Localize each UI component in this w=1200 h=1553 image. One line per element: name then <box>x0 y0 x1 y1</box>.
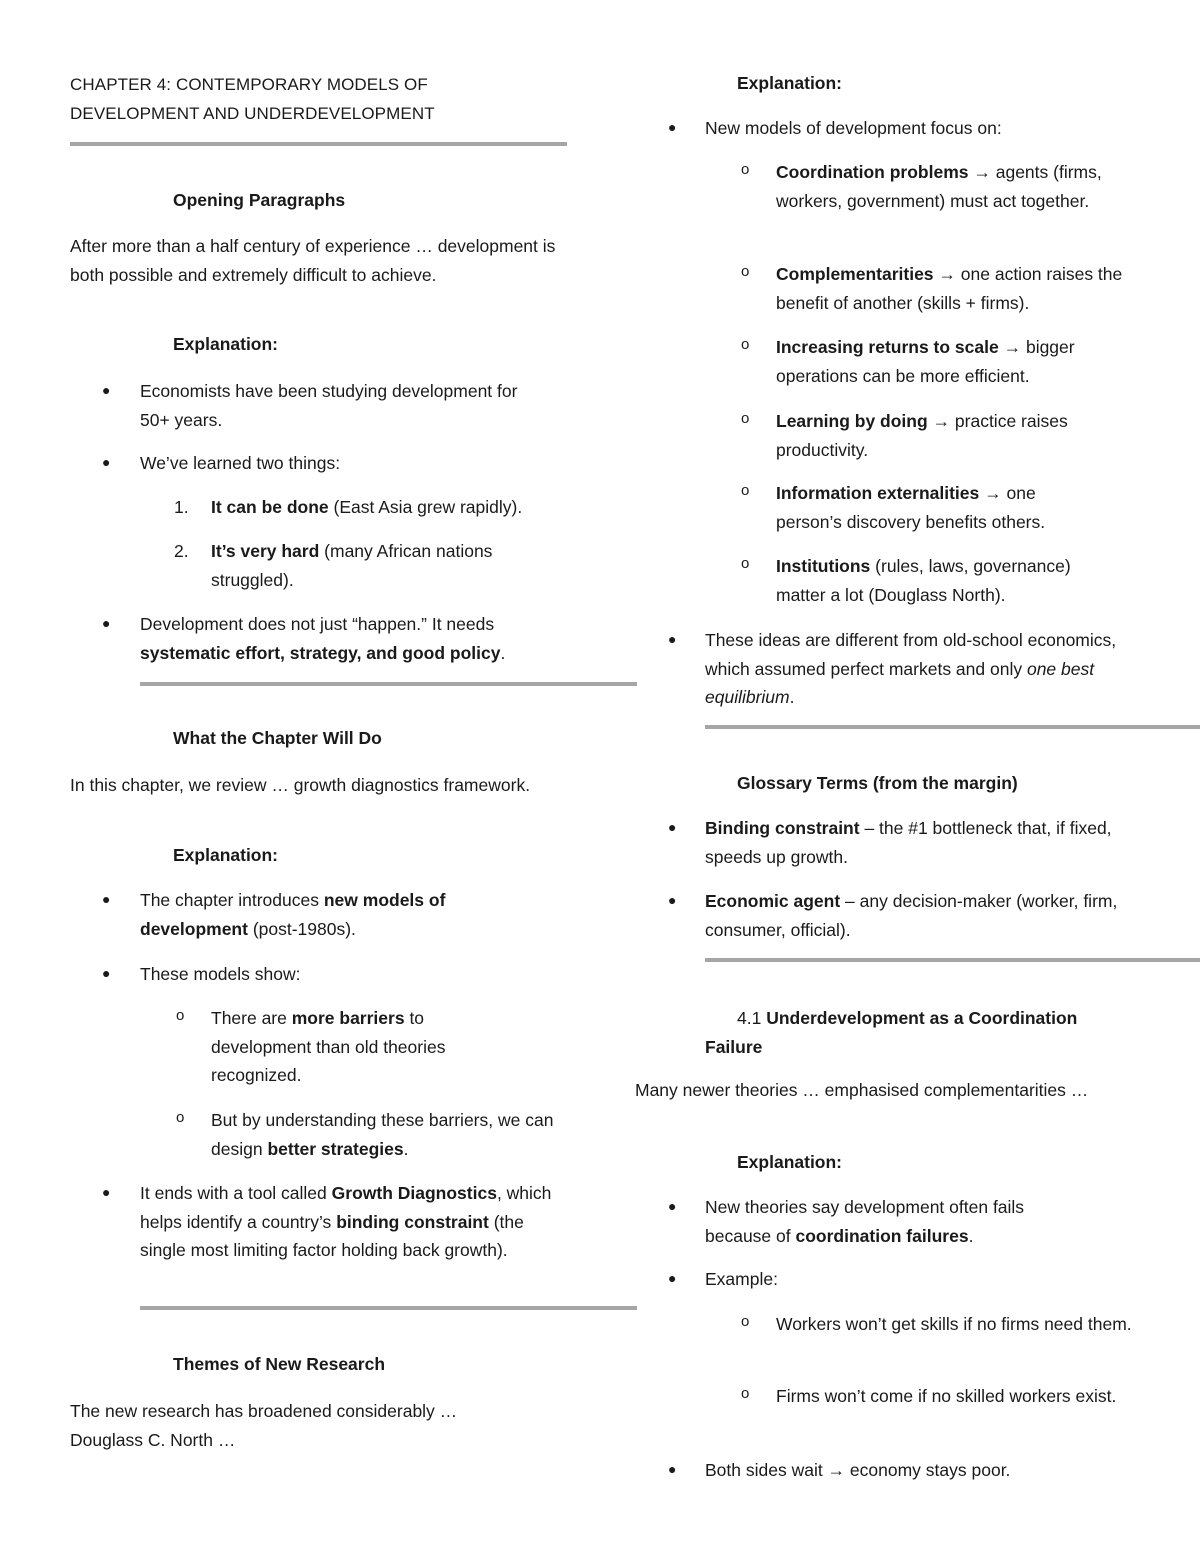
sub-list-item-bold: Coordination problems <box>776 162 969 182</box>
sub-bullet-icon: o <box>741 1313 750 1330</box>
sub-bullet-icon: o <box>741 410 750 427</box>
glossary-term: Binding constraint <box>705 818 860 838</box>
sub-list-item-bold: more barriers <box>291 1008 405 1028</box>
list-item-text: . <box>789 687 795 707</box>
sub-list-item-bold: Complementarities <box>776 264 934 284</box>
sub-bullet-icon: o <box>741 482 750 499</box>
numbered-item-text: (East Asia grew rapidly). <box>328 497 523 517</box>
section-divider <box>705 725 1200 729</box>
numbered-item-text: (many African nations struggled). <box>211 541 493 590</box>
title-divider <box>70 142 567 146</box>
list-item-italic: one best equilibrium <box>705 658 1095 707</box>
sub-bullet-icon: o <box>176 1109 185 1126</box>
glossary-item <box>705 887 1130 944</box>
sub-bullet-icon: o <box>741 161 750 178</box>
list-item-bold: binding constraint <box>336 1211 489 1232</box>
sub-list-item <box>211 1106 576 1163</box>
glossary-definition: – the #1 bottleneck that, if fixed, speeds up growth. <box>705 818 1112 867</box>
sub-list-item <box>211 1004 511 1090</box>
chapter-explanation-label: Explanation: <box>173 845 279 865</box>
list-item <box>140 1179 560 1265</box>
glossary-item <box>705 814 1125 871</box>
section-number: 4.1 <box>737 1008 767 1028</box>
sub-list-item-bold: Increasing returns to scale <box>776 337 999 357</box>
bullet-icon: ● <box>668 1198 677 1214</box>
numbered-item-bold: It’s very hard <box>211 541 320 561</box>
list-item <box>705 1193 1095 1250</box>
chapter-title-line2: DEVELOPMENT AND UNDERDEVELOPMENT <box>70 104 435 123</box>
section-text: Many newer theories … emphasised complementarities … <box>635 1080 1089 1100</box>
bullet-icon: ● <box>668 631 677 647</box>
numbered-item <box>211 537 541 594</box>
section-explanation-label: Explanation: <box>737 1152 843 1172</box>
sub-list-item-bold: better strategies <box>267 1138 404 1159</box>
list-item-text: (post-1980s). <box>247 918 356 939</box>
numbered-item-bold: It can be done <box>211 497 329 517</box>
bullet-icon: ● <box>102 891 111 907</box>
list-item: These models show: <box>140 964 301 984</box>
themes-text: The new research has broadened considerably … Douglass C. North … <box>70 1401 458 1450</box>
sub-list-item <box>776 552 1116 609</box>
list-item: Economists have been studying development for 50+ years. <box>140 381 518 430</box>
sub-list-item-text: to development than old theories recognized. <box>211 1008 446 1085</box>
list-item-text: . <box>500 642 506 663</box>
sub-list-item <box>776 158 1126 215</box>
sub-list-item-text: (rules, laws, governance) matter a lot (Douglass North). <box>776 556 1071 605</box>
list-item-bold: new models of development <box>140 890 446 939</box>
sub-list-item-text: → agents (firms, workers, government) must act together. <box>776 162 1102 211</box>
sub-list-item-text: → practice raises productivity. <box>776 411 1068 460</box>
number-marker: 1. <box>174 497 189 517</box>
number-marker: 2. <box>174 541 189 561</box>
list-item-text: It ends with a tool called <box>140 1183 332 1203</box>
list-item-text: (the single most limiting factor holding back growth). <box>140 1211 524 1260</box>
sub-list-item: Firms won’t come if no skilled workers exist. <box>776 1386 1117 1406</box>
list-item: Both sides wait → economy stays poor. <box>705 1460 1011 1480</box>
bullet-icon: ● <box>102 382 111 398</box>
list-item: We’ve learned two things: <box>140 453 341 473</box>
list-item <box>705 626 1145 712</box>
sub-list-item-bold: Information externalities <box>776 483 980 503</box>
sub-list-item-text: There are <box>211 1008 292 1028</box>
sub-list-item-text: But by understanding these barriers, we can design <box>211 1110 554 1159</box>
list-item-text: New theories say development often fails because of <box>705 1197 1025 1246</box>
bullet-icon: ● <box>102 965 111 981</box>
list-item-text: . <box>968 1225 974 1246</box>
sub-bullet-icon: o <box>741 263 750 280</box>
glossary-term: Economic agent <box>705 891 841 911</box>
numbered-item <box>211 493 571 522</box>
section-heading <box>705 1004 1125 1061</box>
sub-list-item <box>776 260 1131 317</box>
section-divider <box>140 682 637 686</box>
list-item-text: Development does not just “happen.” It needs <box>140 614 495 634</box>
list-item: Example: <box>705 1269 778 1289</box>
list-item <box>140 610 570 667</box>
sub-bullet-icon: o <box>741 555 750 572</box>
list-item-bold: coordination failures <box>795 1225 969 1246</box>
sub-bullet-icon: o <box>176 1007 185 1024</box>
bullet-icon: ● <box>668 819 677 835</box>
sub-list-item <box>776 407 1121 464</box>
bullet-icon: ● <box>668 1461 677 1477</box>
sub-list-item-text: → one person’s discovery benefits others. <box>776 483 1046 532</box>
opening-explanation-label: Explanation: <box>173 334 279 354</box>
sub-list-item-bold: Institutions <box>776 556 871 576</box>
section-divider <box>705 958 1200 962</box>
chapter-title-line1: CHAPTER 4: CONTEMPORARY MODELS OF <box>70 75 428 94</box>
sub-bullet-icon: o <box>741 1385 750 1402</box>
chapter-title <box>70 70 590 128</box>
list-item-bold: Growth Diagnostics <box>331 1183 497 1203</box>
chapter-text: In this chapter, we review … growth diagnostics framework. <box>70 775 531 795</box>
chapter-heading: What the Chapter Will Do <box>173 728 382 748</box>
opening-heading: Opening Paragraphs <box>173 190 346 210</box>
bullet-icon: ● <box>668 892 677 908</box>
sub-list-item-bold: Learning by doing <box>776 411 928 431</box>
sub-list-item-text: → bigger operations can be more efficient. <box>776 337 1075 386</box>
list-item-text: , which helps identify a country’s <box>140 1183 552 1232</box>
bullet-icon: ● <box>102 615 111 631</box>
right-explanation-label: Explanation: <box>737 73 843 93</box>
opening-text: After more than a half century of experience … development is both possible and extremely difficult to achieve. <box>70 236 556 285</box>
sub-list-item <box>776 333 1121 390</box>
themes-heading: Themes of New Research <box>173 1354 386 1374</box>
section-title: Underdevelopment as a Coordination Failure <box>705 1008 1078 1057</box>
sub-list-item-text: . <box>403 1138 409 1159</box>
sub-list-item-text: → one action raises the benefit of another (skills + firms). <box>776 264 1123 313</box>
bullet-icon: ● <box>668 1270 677 1286</box>
glossary-definition: – any decision-maker (worker, firm, consumer, official). <box>705 891 1118 940</box>
section-divider <box>140 1306 637 1310</box>
list-item-bold: systematic effort, strategy, and good policy <box>140 642 501 663</box>
list-item <box>140 886 520 943</box>
list-item-text: These ideas are different from old-school economics, which assumed perfect markets and only <box>705 630 1117 679</box>
list-item: New models of development focus on: <box>705 118 1002 138</box>
sub-bullet-icon: o <box>741 336 750 353</box>
bullet-icon: ● <box>668 119 677 135</box>
bullet-icon: ● <box>102 1184 111 1200</box>
sub-list-item <box>776 479 1106 536</box>
list-item-text: The chapter introduces <box>140 890 324 910</box>
sub-list-item: Workers won’t get skills if no firms need them. <box>776 1314 1132 1334</box>
glossary-heading: Glossary Terms (from the margin) <box>737 773 1018 793</box>
bullet-icon: ● <box>102 454 111 470</box>
